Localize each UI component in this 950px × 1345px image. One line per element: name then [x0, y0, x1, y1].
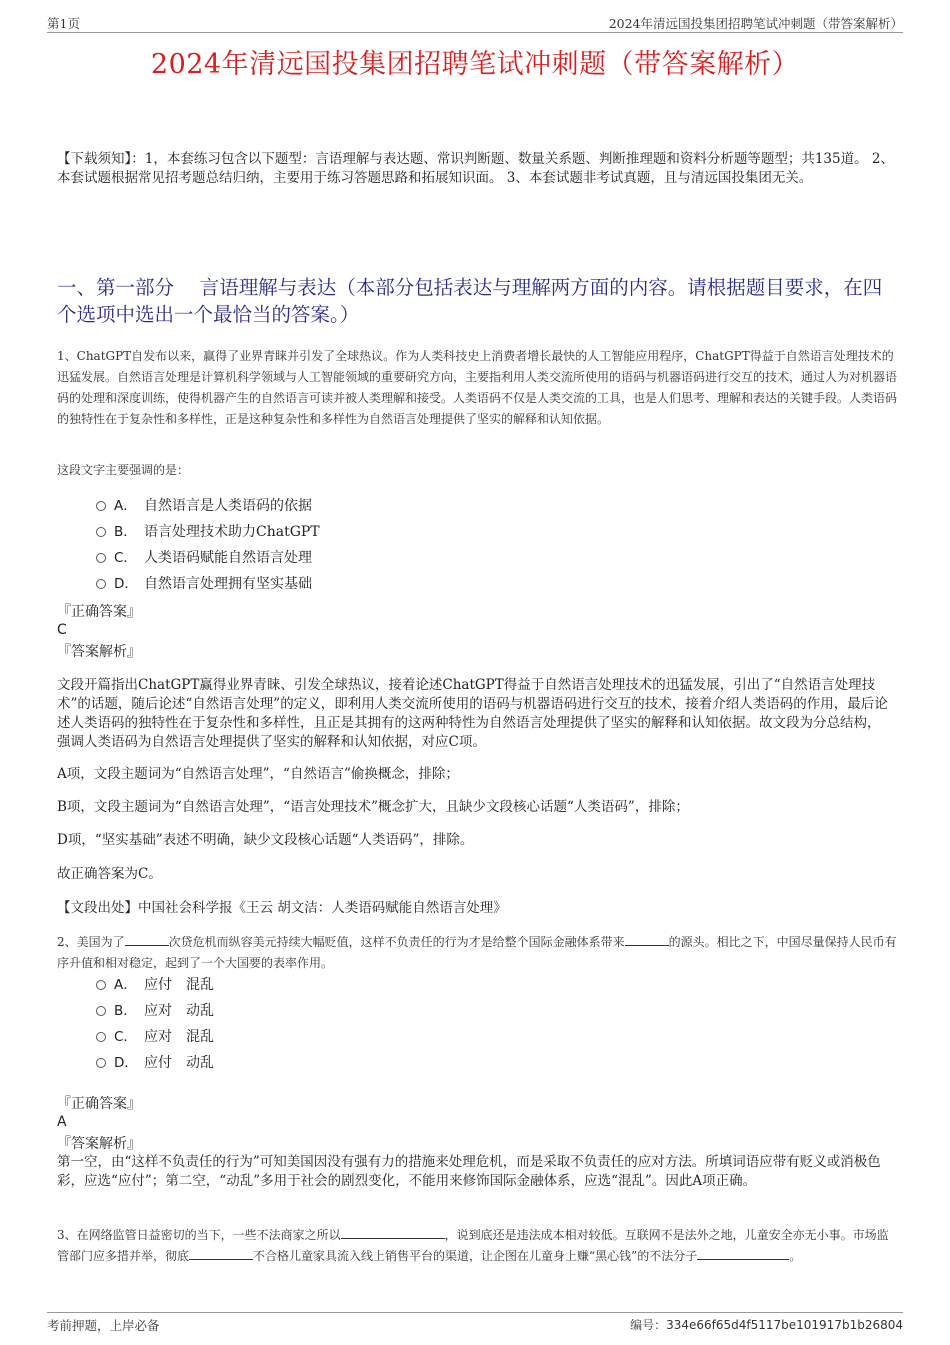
q1-analysis-d: D项，“坚实基础”表述不明确，缺少文段核心话题“人类语码”，排除。 [57, 832, 474, 848]
q2-option-a[interactable]: A． 应付 混乱 [96, 975, 214, 995]
blank-line [125, 933, 169, 946]
section-heading: 一、第一部分 言语理解与表达（本部分包括表达与理解两方面的内容。请根据题目要求，在四个选项中选出一个最恰当的答案。） [57, 276, 883, 326]
question-2-text: 2、美国为了 次贷危机而纵容美元持续大幅贬值，这样不负责任的行为才是给整个国际金融体系带来 的源头。相比之下，中国尽量保持人民币有序升值和相对稳定，起到了一个大国要的表率作用。 [57, 935, 897, 970]
q1-conclusion: 故正确答案为C。 [57, 866, 162, 882]
q1-analysis-b: B项，文段主题词为“自然语言处理”，“语言处理技术”概念扩大，且缺少文段核心话题“人类语码”，排除； [57, 799, 689, 815]
footer-code: 编号：334e66f65d4f5117be101917b1b26804 [630, 1318, 903, 1332]
q2-option-b[interactable]: B． 应对 动乱 [96, 1001, 214, 1021]
radio-icon[interactable] [96, 980, 106, 990]
radio-icon[interactable] [96, 553, 106, 563]
q1-source: 【文段出处】中国社会科学报《王云 胡文洁：人类语码赋能自然语言处理》 [57, 900, 507, 916]
q1-analysis-label: 『答案解析』 [57, 644, 141, 660]
q1-option-b[interactable]: B． 语言处理技术助力ChatGPT [96, 522, 320, 542]
q2-correct-answer: A [57, 1114, 67, 1130]
blank-line [625, 933, 669, 946]
page-header [47, 14, 903, 33]
footer-slogan: 考前押题，上岸必备 [47, 1318, 160, 1333]
question-1-text: 1、ChatGPT自发布以来，赢得了业界青睐并引发了全球热议。作为人类科技史上消费者增长最快的人工智能应用程序，ChatGPT得益于自然语言处理技术的迅猛发展。自然语言处理是计算机科学领域与人工智能领域的重要研究方向，主要指利用人类交流所使用的语码与机器语码进行交互的技术，通过人为对机器语码的处理和深度训练，使得机器产生的自然语言可读并被人类理解和接受。人类语码不仅是人类交流的工具，也是人们思考、理解和表达的关键手段。人类语码的独特性在于复杂性和多样性，正是这种复杂性和多样性为自然语言处理提供了坚实的解释和认知依据。 [57, 349, 898, 426]
radio-icon[interactable] [96, 579, 106, 589]
q1-correct-answer: C [57, 622, 67, 638]
page-number: 第1页 [47, 16, 80, 31]
q1-analysis-main: 文段开篇指出ChatGPT赢得业界青睐、引发全球热议，接着论述ChatGPT得益于自然语言处理技术的迅猛发展，引出了“自然语言处理技术”的话题，随后论述“自然语言处理”的定义，即利用人类交流所使用的语码与机器语码进行交互的技术，接着介绍人类语码的作用，最后论述人类语码的独特性在于复杂性和多样性，且正是其拥有的这两种特性为自然语言处理提供了坚实的解释和认知依据。故文段为分总结构，强调人类语码为自然语言处理提供了坚实的解释和认知依据，对应C项。 [57, 677, 888, 750]
q1-option-d[interactable]: D． 自然语言处理拥有坚实基础 [96, 574, 312, 594]
blank-line [697, 1247, 789, 1260]
download-notice: 【下载须知】：1，本套练习包含以下题型：言语理解与表达题、常识判断题、数量关系题、判断推理题和资料分析题等题型；共135道。 2、本套试题根据常见招考题总结归纳，主要用于练习答题思路和拓展知识面。 3、本套试题非考试真题，且与清远国投集团无关。 [57, 151, 894, 186]
question-1-stem: 这段文字主要强调的是： [57, 463, 190, 477]
radio-icon[interactable] [96, 1032, 106, 1042]
radio-icon[interactable] [96, 527, 106, 537]
radio-icon[interactable] [96, 1058, 106, 1068]
page-title: 2024年清远国投集团招聘笔试冲刺题（带答案解析） [150, 49, 800, 80]
q2-option-c[interactable]: C． 应对 混乱 [96, 1027, 214, 1047]
question-3-text: 3、在网络监管日益密切的当下，一些不法商家之所以 ，说到底还是违法成本相对较低。互联网不是法外之地，儿童安全亦无小事。市场监管部门应多措并举，彻底 不合格儿童家具流入线上销售平台的渠道，让企图在儿童身上赚“黑心钱”的不法分子 。 [57, 1228, 889, 1263]
header-doc-title: 2024年清远国投集团招聘笔试冲刺题（带答案解析） [608, 16, 903, 31]
q1-option-a[interactable]: A． 自然语言是人类语码的依据 [96, 496, 312, 516]
blank-line [189, 1247, 253, 1260]
q2-analysis-label: 『答案解析』 [57, 1136, 141, 1152]
q2-option-d[interactable]: D． 应付 动乱 [96, 1053, 214, 1073]
q1-option-c[interactable]: C． 人类语码赋能自然语言处理 [96, 548, 312, 568]
blank-line [341, 1226, 445, 1239]
page-footer [47, 1312, 903, 1336]
q2-analysis: 第一空，由“这样不负责任的行为”可知美国因没有强有力的措施来处理危机，而是采取不负责任的应对方法。所填词语应带有贬义或消极色彩，应选“应付”；第二空，“动乱”多用于社会的剧烈变化，不能用来修饰国际金融体系，应选“混乱”。因此A项正确。 [57, 1154, 881, 1189]
q1-analysis-a: A项，文段主题词为“自然语言处理”，“自然语言”偷换概念，排除； [57, 766, 459, 782]
radio-icon[interactable] [96, 1006, 106, 1016]
radio-icon[interactable] [96, 501, 106, 511]
q2-correct-answer-label: 『正确答案』 [57, 1096, 141, 1112]
q1-correct-answer-label: 『正确答案』 [57, 604, 141, 620]
